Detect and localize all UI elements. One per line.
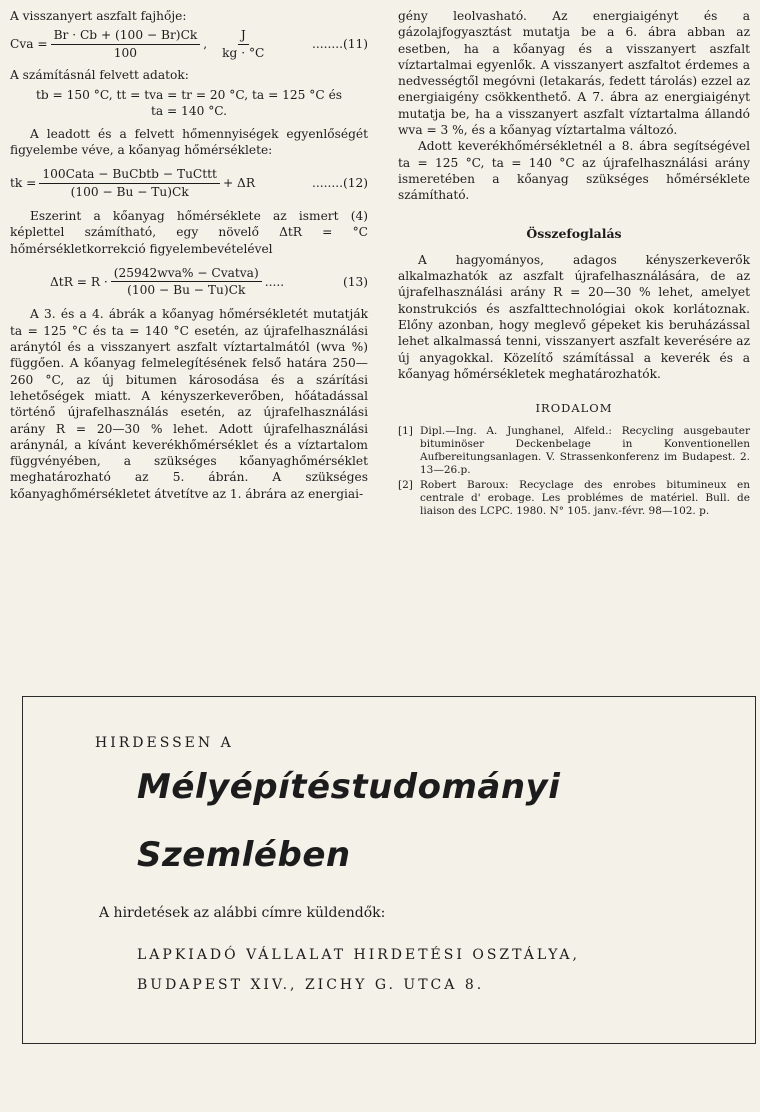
heat-capacity-intro: A visszanyert aszfalt fajhője: [10,9,187,23]
equation-13 [10,265,368,299]
eq13-denominator: (100 − Bu − Tu)Ck [127,283,246,298]
right-column [398,8,750,520]
energy-paragraph: gény leolvasható. Az energiaigényt és a gázolajfogyasztást mutatja be a 6. ábra abban az esetben, ha a kőanyag és a visszanyert aszfalt víztartalmai egyenlők. A visszanyert aszfaltot érdemes a nedvességtől megóvni (letakarás, fedett tárolás) ezzel az energiaigény csökkenthető. A 7. ábra az energiaigényt mutatja be, ha a visszanyert aszfalt víztartalma állandó wva = 3 %, és a kőanyag víztartalma változó. [398,9,750,138]
ad-journal-name-line-2: Szemlében [137,835,351,875]
eq11-lhs: Cva = [10,36,48,51]
equation-12 [10,166,368,200]
eq13-numerator: (25942wva% − Cvatva) [111,265,262,282]
reference-text: Robert Baroux: Recyclage des enrobes bitumineux en centrale d' erobage. Les problémes de matériel. Bull. de liaison des LCPC. 1980. N° 105. janv.-févr. 98—102. p. [420,478,750,517]
advertisement-box [22,696,756,1044]
ad-send-instruction: A hirdetések az alábbi címre küldendők: [99,905,386,921]
ad-address-line-1: LAPKIADÓ VÁLLALAT HIRDETÉSI OSZTÁLYA, [137,947,580,963]
summary-heading: Összefoglalás [526,225,622,241]
mix-temperature-paragraph: Adott keverékhőmérsékletnél a 8. ábra segítségével ta = 125 °C, ta = 140 °C az újrafelhasználási arány ismeretében a kőanyag szükséges hőmérséklete számítható. [398,139,750,203]
reference-number: [2] [398,478,413,491]
eq12-fraction [39,166,220,200]
ad-address-line-2: BUDAPEST XIV., ZICHY G. UTCA 8. [137,977,485,993]
ad-tagline: HIRDESSEN A [95,735,234,751]
eq12-lhs: tk = [10,176,37,191]
reference-item [398,425,750,477]
eq13-dots: ..... [264,274,285,289]
eq11-unit [219,27,267,61]
assumed-data-label: A számításnál felvett adatok: [10,67,189,82]
heat-balance-paragraph: A leadott és a felvett hőmennyiségek egyenlőségét figyelembe véve, a kőanyag hőmérséklete: [10,126,368,158]
reference-text: Dipl.—Ing. A. Junghanel, Alfeld.: Recycling ausgebauter bituminöser Deckenbelage in Konventionellen Aufbereitungsanlagen. V. Strassenkonferenz im Budapest. 2. 13—26.p. [420,424,750,476]
temperature-correction-paragraph: Eszerint a kőanyag hőmérséklete az ismert (4) képlettel számítható, egy növelő ΔtR = °C hőmérsékletkorrekció figyelembevételével [10,208,368,256]
assumed-data-line-1: tb = 150 °C, tt = tva = tr = 20 °C, ta = 125 °C és [35,88,343,103]
eq11-denominator: 100 [113,45,138,60]
eq12-denominator: (100 − Bu − Tu)Ck [70,184,189,199]
left-column [10,8,368,502]
equation-11 [10,27,368,61]
reference-item [398,479,750,518]
figures-paragraph: A 3. és a 4. ábrák a kőanyag hőmérsékletét mutatják ta = 125 °C és ta = 140 °C esetén, az újrafelhasználási aránytól és a visszanyert aszfalt víztartalmától (wva %) függően. A kőanyag felmelegítésének felső határa 250—260 °C, az új bitumen károsodása és a szárítási lehetőségek miatt. A kényszerkeverőben, hőátadással történő újrafelhasználás esetén, az újrafelhasználási arány R = 20—30 % lehet. Adott újrafelhasználási aránynál, a kívánt keverékhőmérséklet és a víztartalom függvényében, a szükséges kőanyaghőmérséklet meghatározható az 5. ábrán. A szükséges kőanyaghőmérsékletet átvetítve az 1. ábrára az energiai- [10,307,368,501]
eq12-numerator: 100Cata − BuCbtb − TuCttt [39,166,220,183]
eq12-number: ........(12) [311,176,368,191]
reference-number: [1] [398,424,413,437]
eq13-fraction [111,265,262,299]
eq13-number: (13) [342,274,368,289]
eq12-tail: + ΔR [222,176,256,191]
eq13-lhs: ΔtR = R · [50,274,108,289]
summary-paragraph: A hagyományos, adagos kényszerkeverők alkalmazhatók az aszfalt újrafelhasználására, de az újrafelhasználási arány R = 20—30 % lehet, amelyet konstrukciós és aszfalttechnológiai okok korlátoznak. Előny azonban, hogy meglevő gépeket kis beruházással lehet alkalmassá tenni, visszanyert aszfalt keverésére az új anyagokkal. Közelítő számítással a keverék és a kőanyag hőmérsékletek meghatározhatók. [398,252,750,381]
ad-journal-name-line-1: Mélyépítéstudományi [137,767,561,807]
eq11-unit-numerator: J [238,27,249,44]
references-heading: IRODALOM [535,401,613,416]
eq11-numerator: Br · Cb + (100 − Br)Ck [51,27,201,44]
eq11-unit-denominator: kg · °C [222,45,265,60]
eq11-comma: , [203,36,208,51]
eq11-number: ........(11) [311,36,368,51]
assumed-data-line-2: ta = 140 °C. [150,104,228,119]
eq11-fraction [51,27,201,61]
